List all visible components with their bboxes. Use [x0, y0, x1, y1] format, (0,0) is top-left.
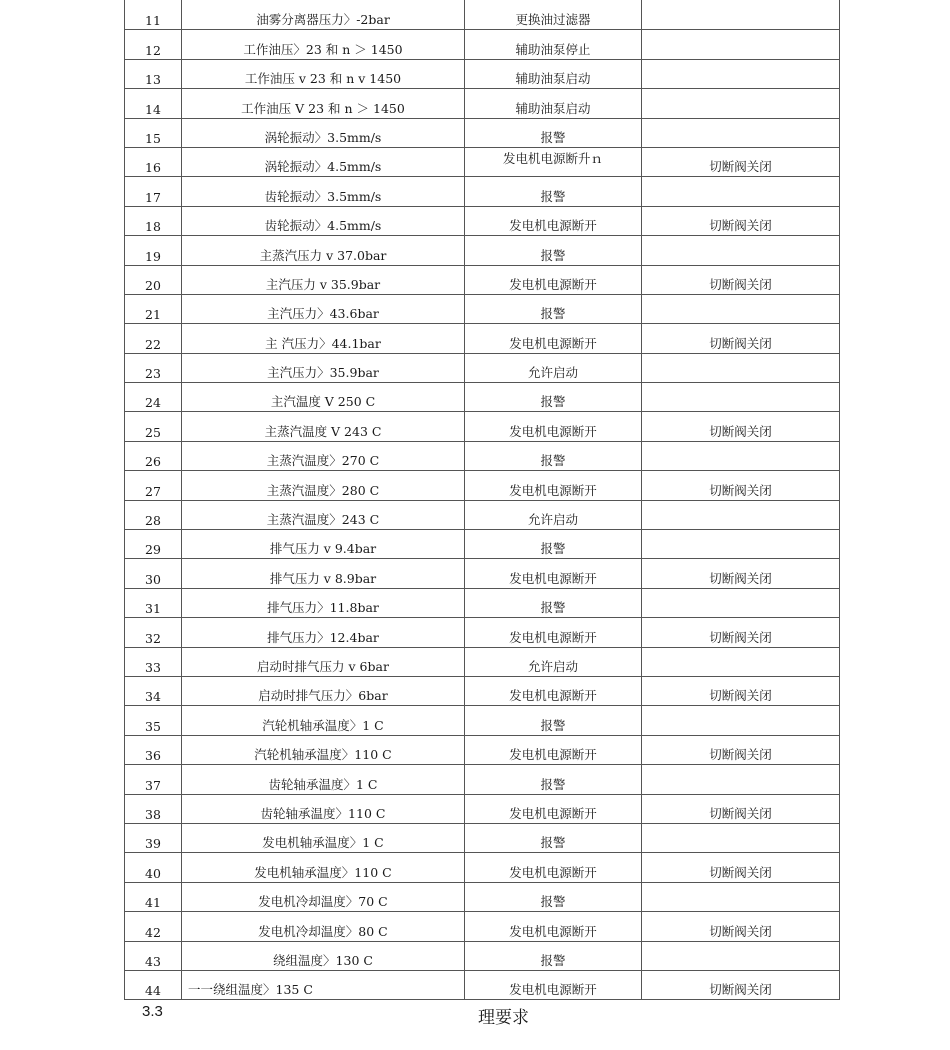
action-cell: 发电机电源断开: [465, 559, 642, 587]
table-row: [125, 823, 839, 852]
table-row: [125, 794, 839, 823]
action-cell: 发电机电源断开: [465, 471, 642, 499]
action-cell: 发电机电源断开: [465, 912, 642, 940]
action-cell: 报警: [465, 942, 642, 970]
action-cell: 允许启动: [465, 354, 642, 382]
valve-cell: 切断阀关闭: [709, 982, 772, 998]
table-row: [125, 500, 839, 529]
valve-cell: [642, 706, 839, 734]
action-cell: 发电机电源断开: [465, 795, 642, 823]
action-cell: 报警: [465, 442, 642, 470]
row-number: 27: [125, 471, 182, 499]
row-number: 41: [125, 883, 182, 911]
condition-cell: 工作油压 v 23 和 n v 1450: [182, 60, 465, 88]
condition-cell: 主蒸汽温度 V 243 C: [182, 412, 465, 440]
section-title: 理要求: [478, 1008, 529, 1028]
valve-cell: 切断阀关闭: [709, 159, 772, 175]
alarm-interlock-table: [124, 0, 840, 1000]
valve-cell: [642, 0, 839, 29]
row-number: 29: [125, 530, 182, 558]
valve-cell: 切断阀关闭: [709, 218, 772, 234]
condition-cell: 绕组温度〉130 C: [182, 942, 465, 970]
row-number: 42: [125, 912, 182, 940]
valve-cell: 切断阀关闭: [709, 276, 772, 292]
condition-cell: 齿轮振动〉4.5mm/s: [182, 207, 465, 235]
condition-cell: 涡轮振动〉3.5mm/s: [182, 119, 465, 147]
valve-cell: [642, 648, 839, 676]
row-number: 26: [125, 442, 182, 470]
condition-cell: 发电机冷却温度〉80 C: [182, 912, 465, 940]
row-number: 30: [125, 559, 182, 587]
action-cell: 报警: [465, 883, 642, 911]
row-number: 12: [125, 30, 182, 58]
condition-cell: 主蒸汽温度〉243 C: [182, 501, 465, 529]
row-number: 19: [125, 236, 182, 264]
row-number: 18: [125, 207, 182, 235]
table-row: [125, 764, 839, 793]
action-cell: 发电机电源断开: [465, 207, 642, 235]
condition-cell: 一一绕组温度〉135 C: [182, 971, 465, 999]
table-row: [125, 353, 839, 382]
valve-cell: [642, 589, 839, 617]
condition-cell: 排气压力〉12.4bar: [182, 618, 465, 646]
condition-cell: 启动时排气压力 v 6bar: [182, 648, 465, 676]
condition-cell: 汽轮机轴承温度〉1 C: [182, 706, 465, 734]
condition-cell: 涡轮振动〉4.5mm/s: [182, 148, 465, 176]
valve-cell: [642, 30, 839, 58]
table-row: [125, 470, 839, 499]
row-number: 33: [125, 648, 182, 676]
action-cell: 允许启动: [465, 648, 642, 676]
row-number: 15: [125, 119, 182, 147]
table-row: [125, 147, 839, 176]
row-number: 13: [125, 60, 182, 88]
valve-cell: [642, 295, 839, 323]
condition-cell: 主蒸汽温度〉280 C: [182, 471, 465, 499]
table-row: [125, 647, 839, 676]
table-row: [125, 59, 839, 88]
row-number: 37: [125, 765, 182, 793]
valve-cell: [642, 236, 839, 264]
table-row: [125, 852, 839, 881]
table-row: [125, 705, 839, 734]
condition-cell: 启动时排气压力〉6bar: [182, 677, 465, 705]
row-number: 34: [125, 677, 182, 705]
valve-cell: [642, 883, 839, 911]
row-number: 31: [125, 589, 182, 617]
table-row: [125, 441, 839, 470]
row-number: 14: [125, 89, 182, 117]
valve-cell: 切断阀关闭: [709, 864, 772, 880]
condition-cell: 发电机轴承温度〉110 C: [182, 853, 465, 881]
action-cell: 发电机电源断开: [465, 412, 642, 440]
action-cell: 报警: [465, 295, 642, 323]
action-cell: 报警: [465, 119, 642, 147]
action-cell: 报警: [465, 236, 642, 264]
valve-cell: [642, 89, 839, 117]
table-row: [125, 294, 839, 323]
table-row: [125, 735, 839, 764]
action-cell: 辅助油泵停止: [465, 30, 642, 58]
table-row: [125, 558, 839, 587]
action-cell: 发电机电源断开: [465, 324, 642, 352]
row-number: 28: [125, 501, 182, 529]
row-number: 20: [125, 266, 182, 294]
valve-cell: 切断阀关闭: [709, 805, 772, 821]
table-row: [125, 882, 839, 911]
action-cell: 报警: [465, 706, 642, 734]
condition-cell: 主汽压力 v 35.9bar: [182, 266, 465, 294]
valve-cell: 切断阀关闭: [709, 629, 772, 645]
table-row: [125, 382, 839, 411]
table-row: [125, 265, 839, 294]
row-number: 21: [125, 295, 182, 323]
action-cell: 发电机电源断开: [465, 677, 642, 705]
table-row: [125, 29, 839, 58]
valve-cell: [642, 942, 839, 970]
row-number: 43: [125, 942, 182, 970]
action-cell: 发电机电源断升ｎ: [465, 148, 642, 176]
condition-cell: 主汽压力〉43.6bar: [182, 295, 465, 323]
table-row: [125, 676, 839, 705]
action-cell: 更换油过滤器: [465, 0, 642, 29]
table-row: [125, 323, 839, 352]
valve-cell: [642, 119, 839, 147]
condition-cell: 工作油压 V 23 和 n ＞ 1450: [182, 89, 465, 117]
table-row: [125, 235, 839, 264]
action-cell: 发电机电源断开: [465, 853, 642, 881]
row-number: 39: [125, 824, 182, 852]
condition-cell: 齿轮振动〉3.5mm/s: [182, 177, 465, 205]
condition-cell: 排气压力〉11.8bar: [182, 589, 465, 617]
valve-cell: 切断阀关闭: [709, 335, 772, 351]
row-number: 32: [125, 618, 182, 646]
table-row: [125, 911, 839, 940]
valve-cell: [642, 383, 839, 411]
condition-cell: 主 汽压力〉44.1bar: [182, 324, 465, 352]
row-number: 24: [125, 383, 182, 411]
table-row: [125, 617, 839, 646]
valve-cell: [642, 765, 839, 793]
row-number: 23: [125, 354, 182, 382]
action-cell: 报警: [465, 177, 642, 205]
action-cell: 报警: [465, 765, 642, 793]
table-row: [125, 0, 839, 29]
table-row: [125, 529, 839, 558]
row-number: 38: [125, 795, 182, 823]
table-row: [125, 411, 839, 440]
row-number: 25: [125, 412, 182, 440]
condition-cell: 主汽压力〉35.9bar: [182, 354, 465, 382]
action-cell: 发电机电源断开: [465, 736, 642, 764]
valve-cell: [642, 824, 839, 852]
condition-cell: 主汽温度 V 250 C: [182, 383, 465, 411]
action-cell: 辅助油泵启动: [465, 89, 642, 117]
row-number: 11: [125, 0, 182, 29]
row-number: 44: [125, 971, 182, 999]
row-number: 40: [125, 853, 182, 881]
condition-cell: 排气压力 v 8.9bar: [182, 559, 465, 587]
condition-cell: 排气压力 v 9.4bar: [182, 530, 465, 558]
condition-cell: 工作油压〉23 和 n ＞ 1450: [182, 30, 465, 58]
table-row: [125, 970, 839, 999]
valve-cell: [642, 442, 839, 470]
condition-cell: 齿轮轴承温度〉1 C: [182, 765, 465, 793]
table-row: [125, 88, 839, 117]
row-number: 17: [125, 177, 182, 205]
condition-cell: 主蒸汽温度〉270 C: [182, 442, 465, 470]
row-number: 36: [125, 736, 182, 764]
action-cell: 发电机电源断开: [465, 266, 642, 294]
valve-cell: [642, 354, 839, 382]
action-cell: 报警: [465, 824, 642, 852]
valve-cell: 切断阀关闭: [709, 423, 772, 439]
condition-cell: 主蒸汽压力 v 37.0bar: [182, 236, 465, 264]
row-number: 22: [125, 324, 182, 352]
condition-cell: 齿轮轴承温度〉110 C: [182, 795, 465, 823]
action-cell: 报警: [465, 530, 642, 558]
valve-cell: [642, 530, 839, 558]
condition-cell: 发电机轴承温度〉1 C: [182, 824, 465, 852]
condition-cell: 汽轮机轴承温度〉110 C: [182, 736, 465, 764]
valve-cell: 切断阀关闭: [709, 688, 772, 704]
table-row: [125, 206, 839, 235]
valve-cell: [642, 501, 839, 529]
table-row: [125, 941, 839, 970]
valve-cell: 切断阀关闭: [709, 570, 772, 586]
valve-cell: 切断阀关闭: [709, 482, 772, 498]
condition-cell: 油雾分离器压力〉-2bar: [182, 0, 465, 29]
action-cell: 允许启动: [465, 501, 642, 529]
row-number: 16: [125, 148, 182, 176]
action-cell: 发电机电源断开: [465, 971, 642, 999]
valve-cell: 切断阀关闭: [709, 923, 772, 939]
action-cell: 报警: [465, 589, 642, 617]
valve-cell: 切断阀关闭: [709, 747, 772, 763]
valve-cell: [642, 60, 839, 88]
table-row: [125, 118, 839, 147]
section-number: 3.3: [142, 1003, 163, 1020]
condition-cell: 发电机冷却温度〉70 C: [182, 883, 465, 911]
valve-cell: [642, 177, 839, 205]
table-row: [125, 176, 839, 205]
action-cell: 辅助油泵启动: [465, 60, 642, 88]
table-row: [125, 588, 839, 617]
action-cell: 报警: [465, 383, 642, 411]
row-number: 35: [125, 706, 182, 734]
action-cell: 发电机电源断开: [465, 618, 642, 646]
